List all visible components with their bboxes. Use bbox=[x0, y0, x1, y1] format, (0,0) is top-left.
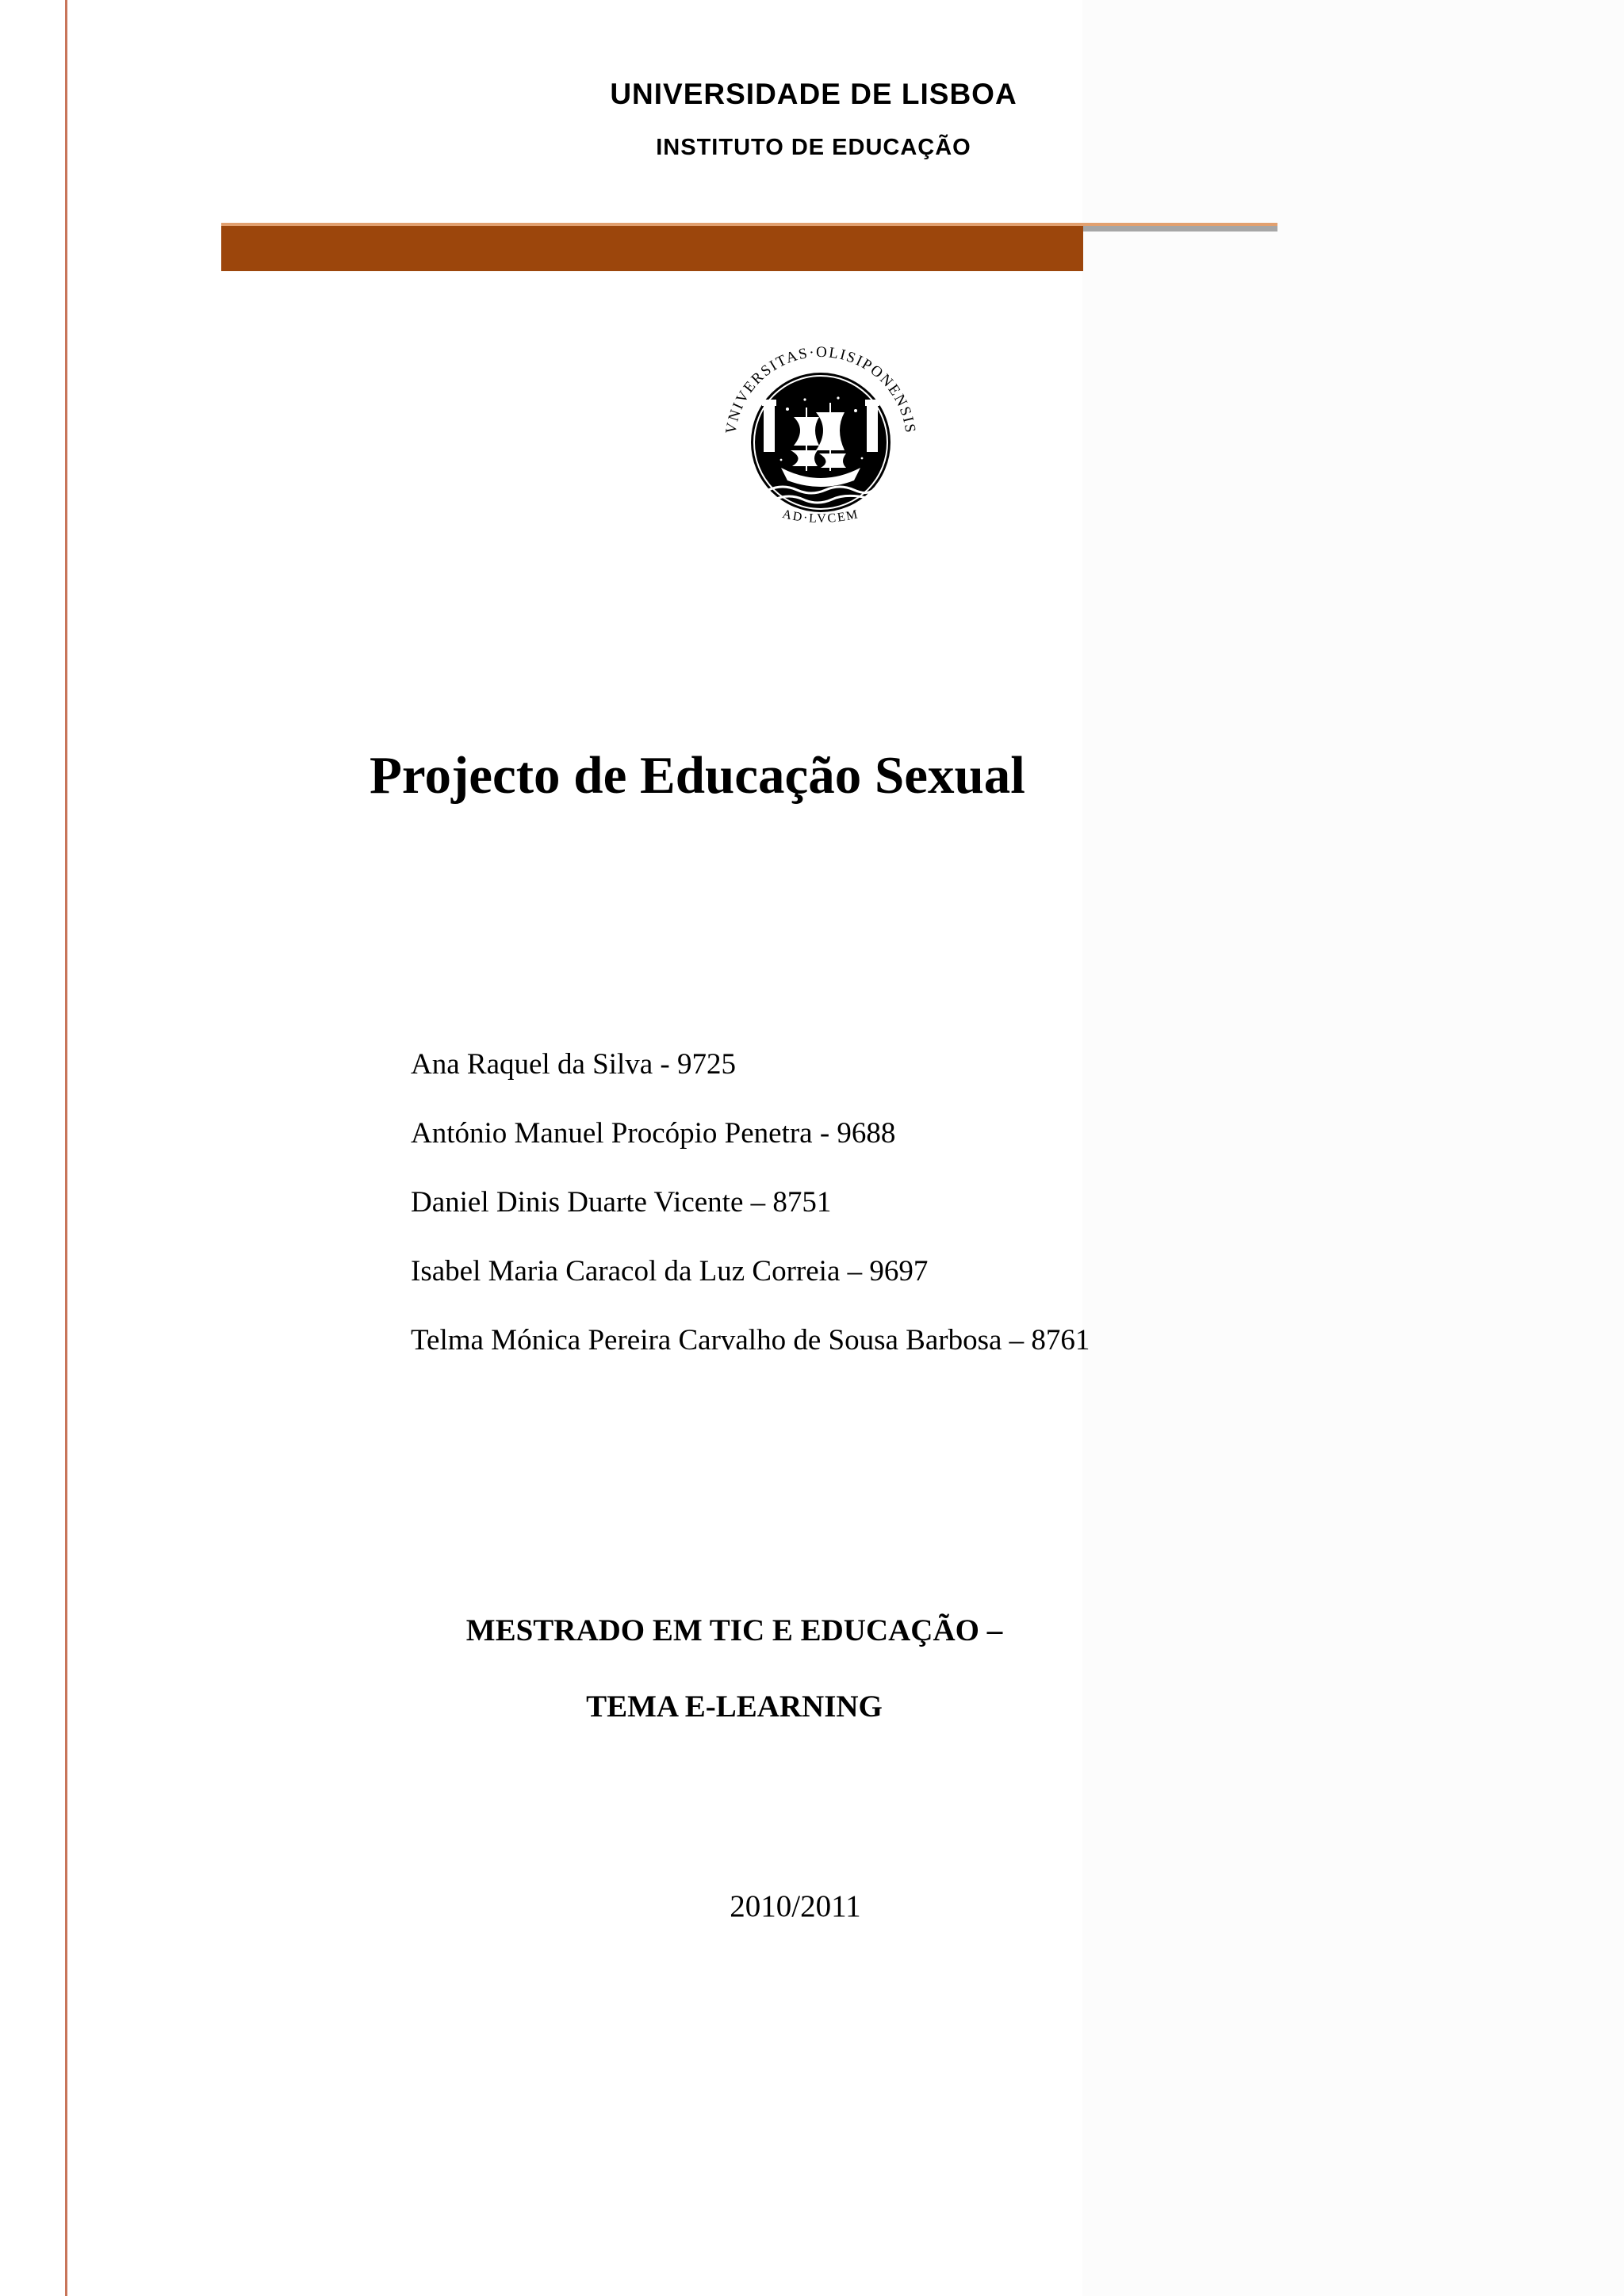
brown-band bbox=[221, 226, 1083, 271]
university-name: UNIVERSIDADE DE LISBOA bbox=[610, 78, 1017, 110]
author-item: António Manuel Procópio Penetra - 9688 bbox=[411, 1117, 896, 1150]
document-title: Projecto de Educação Sexual bbox=[370, 746, 1025, 805]
gray-bar bbox=[1083, 226, 1277, 232]
author-item: Daniel Dinis Duarte Vicente – 8751 bbox=[411, 1186, 832, 1219]
author-item: Isabel Maria Caracol da Luz Correia – 9697 bbox=[411, 1255, 929, 1288]
left-margin-line bbox=[65, 0, 67, 2296]
academic-year: 2010/2011 bbox=[730, 1889, 861, 1923]
institute-name: INSTITUTO DE EDUCAÇÃO bbox=[656, 135, 971, 160]
degree-line-2: TEMA E-LEARNING bbox=[586, 1689, 883, 1724]
author-list bbox=[411, 1045, 1090, 1390]
author-item: Ana Raquel da Silva - 9725 bbox=[411, 1048, 736, 1081]
author-item: Telma Mónica Pereira Carvalho de Sousa Barbosa – 8761 bbox=[411, 1324, 1090, 1357]
seal-text-top: VNIVERSITAS·OLISIPONENSIS bbox=[722, 343, 919, 435]
degree-line-1: MESTRADO EM TIC E EDUCAÇÃO – bbox=[465, 1613, 1003, 1647]
university-seal-icon bbox=[711, 331, 930, 538]
page-background bbox=[1082, 0, 1624, 2296]
seal-text-bottom: AD·LVCEM bbox=[780, 507, 861, 526]
